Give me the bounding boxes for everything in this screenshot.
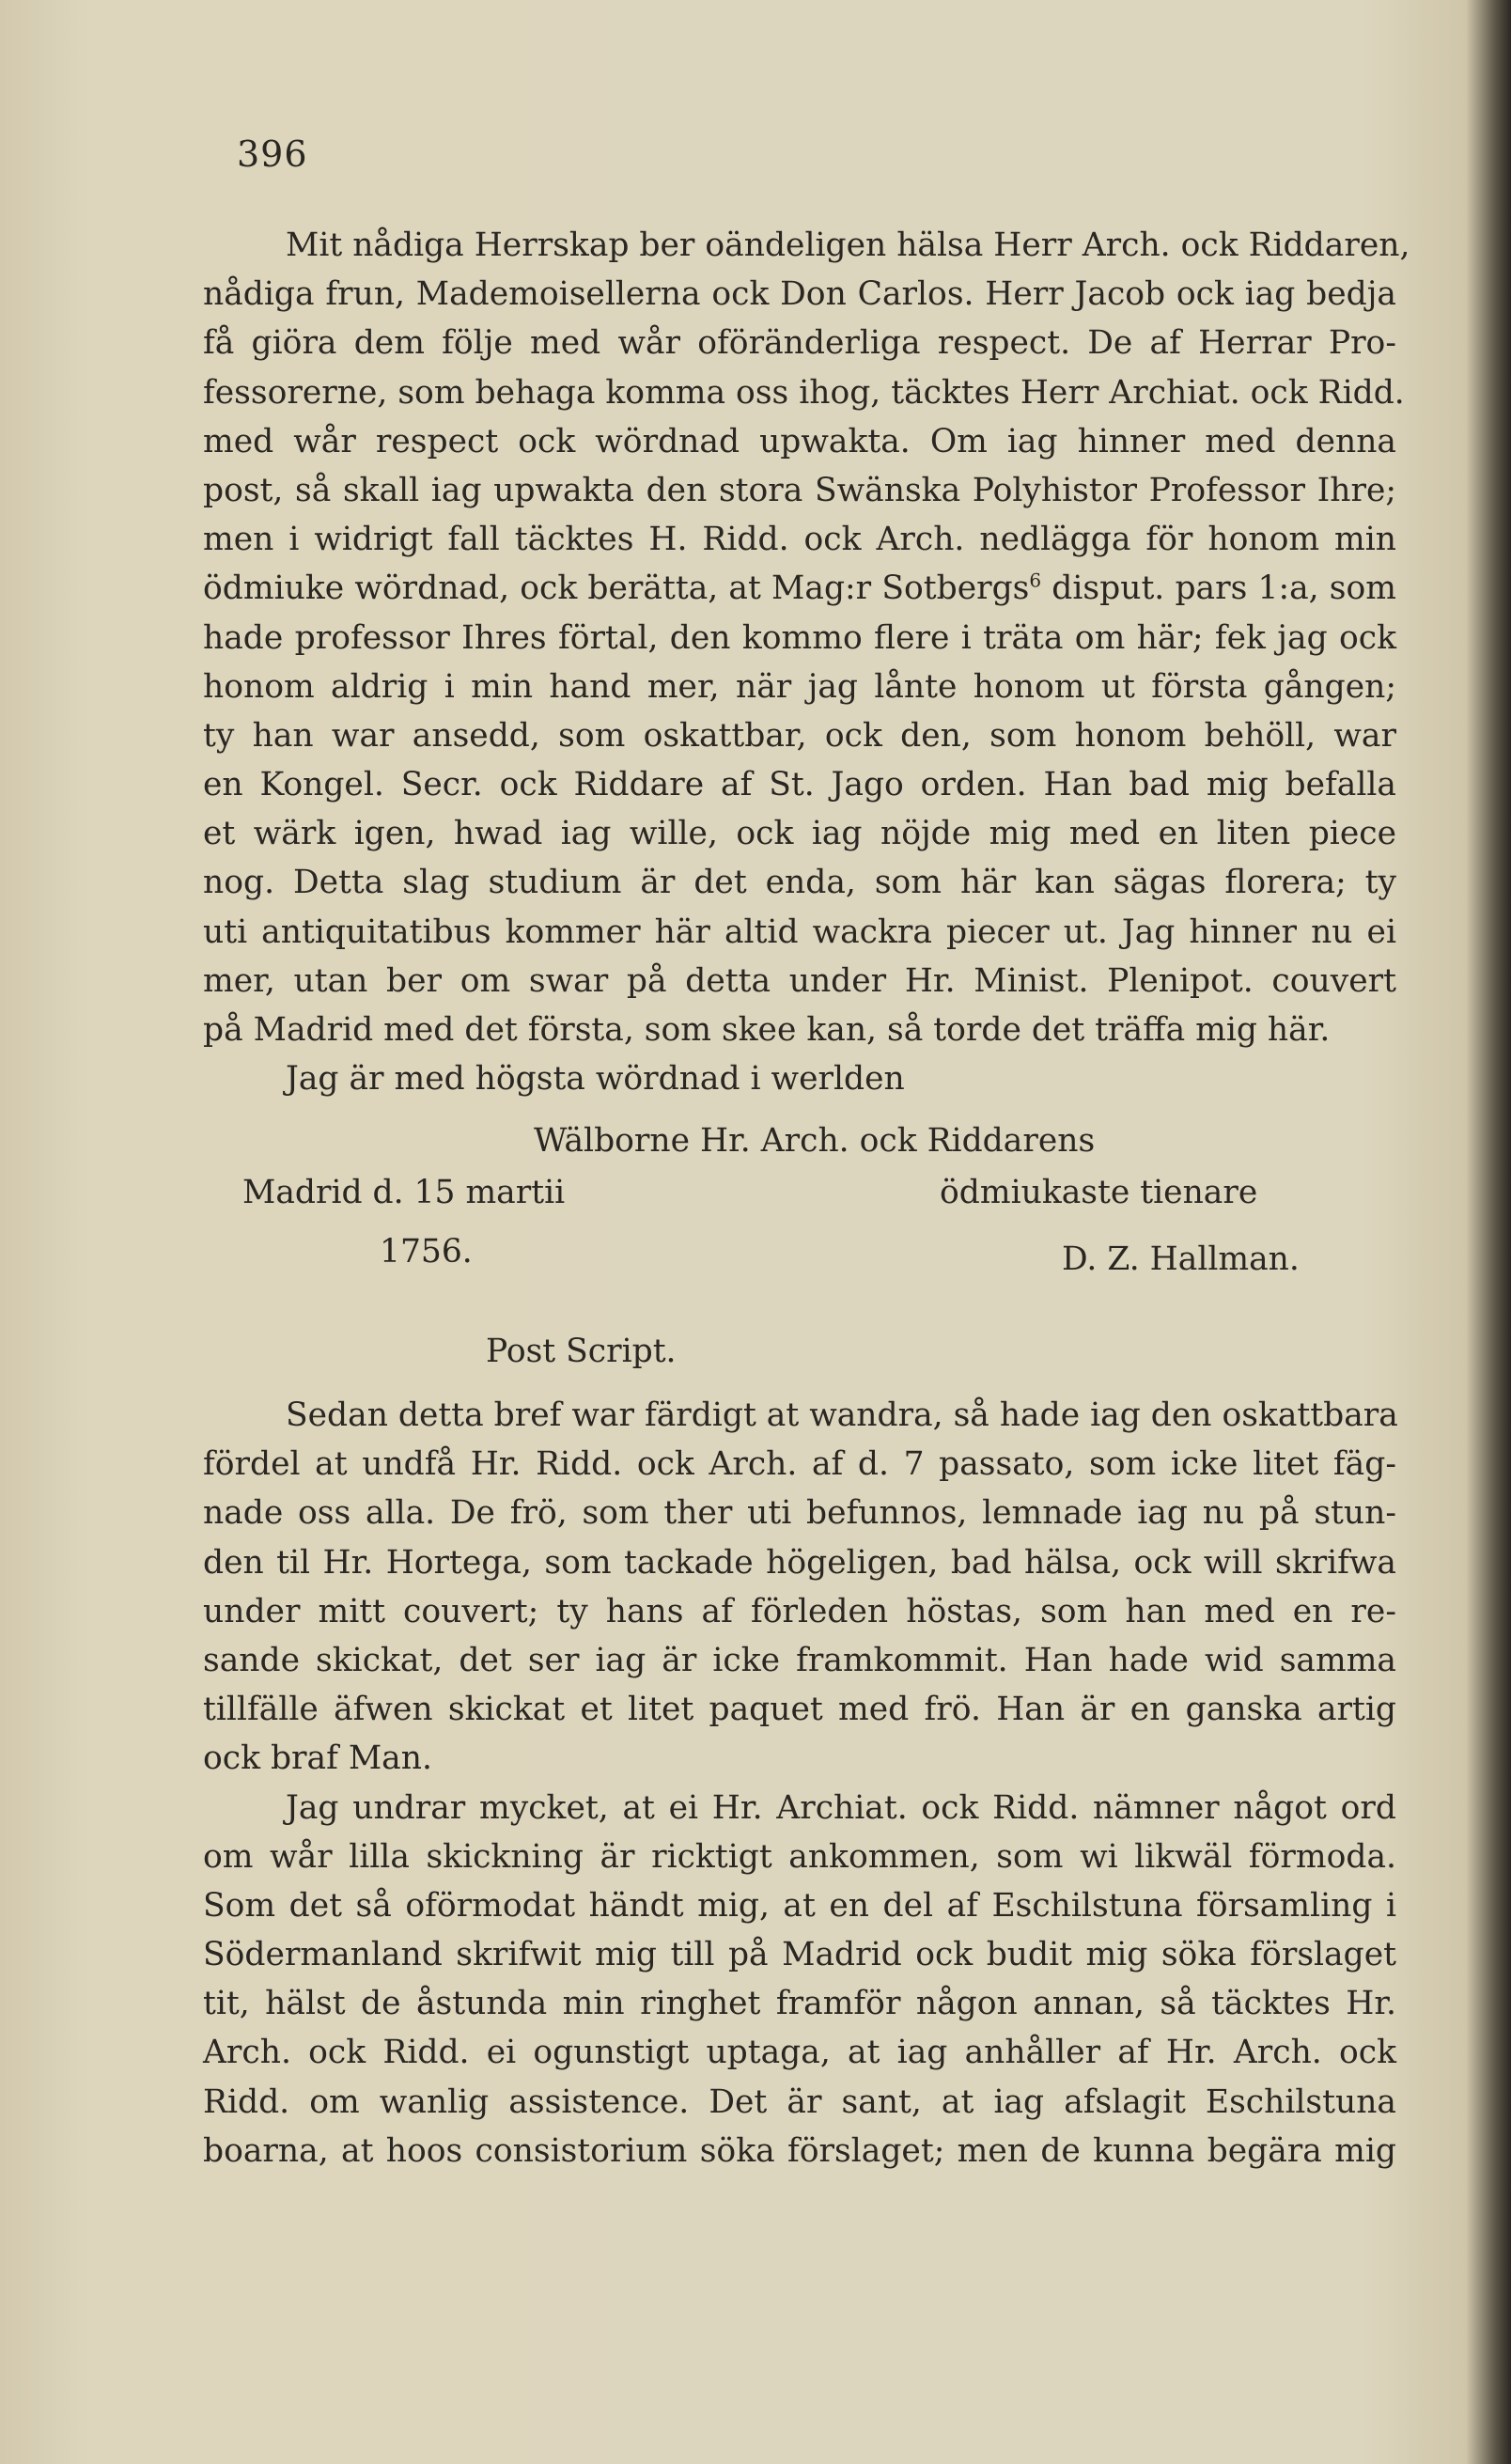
signature-salutation: Wälborne Hr. Arch. ock Riddarens <box>534 1122 1096 1160</box>
postscript-line: Södermanland skrifwit mig till på Madrid ock budit mig söka förslaget <box>203 1936 1396 1974</box>
letter-line: nog. Detta slag studium är det enda, som här kan sägas florera; ty <box>203 864 1396 902</box>
letter-line: et wärk igen, hwad iag wille, ock iag nöjde mig med en liten piece <box>203 815 1396 853</box>
postscript-line: tit, hälst de åstunda min ringhet framför någon annan, så täcktes Hr. <box>203 1985 1396 2023</box>
letter-line: Mit nådiga Herrskap ber oändeligen hälsa Herr Arch. ock Riddaren, <box>286 226 1410 264</box>
page-number: 396 <box>237 133 308 175</box>
postscript-line: Som det så oförmodat händt mig, at en del af Eschilstuna församling i <box>203 1886 1396 1925</box>
letter-line: en Kongel. Secr. ock Riddare af St. Jago orden. Han bad mig befalla <box>203 766 1396 804</box>
signature-place-date: Madrid d. 15 martii <box>242 1174 566 1211</box>
postscript-line: tillfälle äfwen skickat et litet paquet med frö. Han är en ganska artig <box>203 1691 1396 1729</box>
letter-line: på Madrid med det första, som skee kan, så torde det träffa mig här. <box>203 1011 1331 1049</box>
letter-line: honom aldrig i min hand mer, när jag lånte honom ut första gången; <box>203 667 1396 706</box>
letter-line: men i widrigt fall täcktes H. Ridd. ock Arch. nedlägga för honom min <box>203 521 1396 559</box>
postscript-line: fördel at undfå Hr. Ridd. ock Arch. af d. 7 passato, som icke litet fäg- <box>203 1445 1396 1484</box>
postscript-line: sande skickat, det ser iag är icke framkommit. Han hade wid samma <box>203 1641 1396 1679</box>
letter-line: mer, utan ber om swar på detta under Hr. Minist. Plenipot. couvert <box>203 961 1396 1000</box>
letter-line: Jag är med högsta wördnad i werlden <box>286 1060 905 1099</box>
letter-body <box>203 221 1410 1103</box>
postscript-line: Ridd. om wanlig assistence. Det är sant, at iag afslagit Eschilstuna <box>203 2082 1396 2121</box>
letter-line: hade professor Ihres förtal, den kommo flere i träta om här; fek jag ock <box>203 618 1396 657</box>
letter-line: uti antiquitatibus kommer här altid wackra piecer ut. Jag hinner nu ei <box>203 912 1396 951</box>
letter-line: nådiga frun, Mademoisellerna ock Don Carlos. Herr Jacob ock iag bedja <box>203 275 1396 314</box>
postscript-line: nade oss alla. De frö, som ther uti befunnos, lemnade iag nu på stun- <box>203 1494 1396 1533</box>
postscript-line: Arch. ock Ridd. ei ogunstigt uptaga, at iag anhåller af Hr. Arch. ock <box>203 2034 1396 2072</box>
postscript-line: Sedan detta bref war färdigt at wandra, så hade iag den oskattbara <box>286 1396 1398 1434</box>
letter-line: fessorerne, som behaga komma oss ihog, täcktes Herr Archiat. ock Ridd. <box>203 373 1405 412</box>
letter-line: ödmiuke wördnad, ock berätta, at Mag:r Sotbergs$^6$ disput. pars 1:a, som <box>203 569 1396 608</box>
postscript-line: under mitt couvert; ty hans af förleden höstas, som han med en re- <box>203 1592 1396 1630</box>
signature-name: D. Z. Hallman. <box>1062 1240 1300 1278</box>
signature-year: 1756. <box>380 1233 473 1271</box>
letter-line: med wår respect ock wördnad upwakta. Om iag hinner med denna <box>203 422 1396 460</box>
postscript-line: boarna, at hoos consistorium söka förslaget; men de kunna begära mig <box>203 2131 1396 2170</box>
footnote-reference: 6 <box>1029 569 1042 592</box>
postscript-line: Jag undrar mycket, at ei Hr. Archiat. ock Ridd. nämner något ord <box>286 1788 1396 1827</box>
postscript-heading: Post Script. <box>486 1333 677 1370</box>
postscript-line: ock braf Man. <box>203 1739 432 1778</box>
postscript-body <box>203 1391 1396 2175</box>
letter-line: ty han war ansedd, som oskattbar, ock den, som honom behöll, war <box>203 716 1396 755</box>
letter-line: få giöra dem följe med wår oföränderliga respect. De af Herrar Pro- <box>203 324 1396 363</box>
letter-line: post, så skall iag upwakta den stora Swänska Polyhistor Professor Ihre; <box>203 471 1396 509</box>
postscript-line: om wår lilla skickning är ricktigt ankommen, som wi likwäl förmoda. <box>203 1837 1396 1876</box>
signature-closing: ödmiukaste tienare <box>940 1174 1258 1211</box>
postscript-line: den til Hr. Hortega, som tackade högeligen, bad hälsa, ock will skrifwa <box>203 1543 1396 1582</box>
